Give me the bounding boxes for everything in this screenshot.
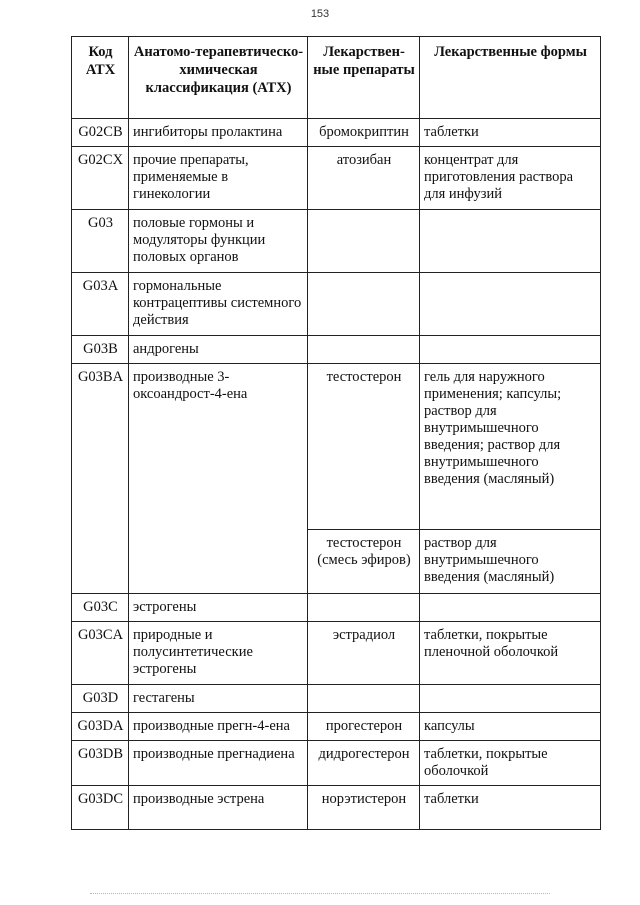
dosage-forms [420,210,601,273]
drug-name: эстрадиол [308,622,420,685]
atx-name: производные эстрена [129,786,308,830]
table-row [72,273,601,336]
dosage-forms [420,685,601,713]
table-row [72,147,601,210]
dosage-forms: гель для наружного применения; капсулы; раствор для внутримышечного введения; раствор для внутримышечного введения (масляный) [420,364,601,530]
atx-name: андрогены [129,336,308,364]
table-row [72,336,601,364]
drug-name: бромокриптин [308,119,420,147]
drug-name: норэтистерон [308,786,420,830]
table-row [72,364,601,530]
drug-name [308,210,420,273]
drug-name [308,685,420,713]
atx-code: G03DB [72,741,129,786]
atx-code: G03DA [72,713,129,741]
table-row [72,685,601,713]
atx-name: ингибиторы пролактина [129,119,308,147]
dosage-forms: таблетки [420,119,601,147]
drug-name: атозибан [308,147,420,210]
dosage-forms: раствор для внутримышечного введения (масляный) [420,530,601,594]
dosage-forms [420,594,601,622]
drug-name: тестостерон [308,364,420,530]
atx-name: природные и полусинтетические эстрогены [129,622,308,685]
atx-name: производные прегн-4-ена [129,713,308,741]
atx-code: G03B [72,336,129,364]
atx-table [71,36,601,830]
page-number: 153 [310,8,330,20]
table-row [72,786,601,830]
atx-code: G02CB [72,119,129,147]
table-row [72,741,601,786]
dosage-forms [420,336,601,364]
atx-code: G03 [72,210,129,273]
table-row [72,594,601,622]
table-row [72,622,601,685]
dosage-forms [420,273,601,336]
drug-name [308,336,420,364]
dosage-forms: таблетки [420,786,601,830]
header-drugs: Лекарствен-ные препараты [308,37,420,119]
header-forms: Лекарственные формы [420,37,601,119]
atx-name: половые гормоны и модуляторы функции половых органов [129,210,308,273]
scan-artifact-divider [90,893,550,897]
atx-name: производные прегнадиена [129,741,308,786]
atx-name: гормональные контрацептивы системного действия [129,273,308,336]
dosage-forms: капсулы [420,713,601,741]
table-row [72,713,601,741]
drug-name: прогестерон [308,713,420,741]
drug-name [308,594,420,622]
drug-name: тестостерон (смесь эфиров) [308,530,420,594]
atx-name: эстрогены [129,594,308,622]
drug-name [308,273,420,336]
header-classification: Анатомо-терапевтическо-химическая классификация (АТХ) [129,37,308,119]
atx-code: G03BA [72,364,129,594]
atx-code: G03D [72,685,129,713]
atx-code: G02CX [72,147,129,210]
atx-code: G03DC [72,786,129,830]
table-row [72,210,601,273]
header-code: Код АТХ [72,37,129,119]
drug-name: дидрогестерон [308,741,420,786]
table-row [72,119,601,147]
atx-name: производные 3-оксоандрост-4-ена [129,364,308,594]
atx-name: прочие препараты, применяемые в гинекологии [129,147,308,210]
dosage-forms: таблетки, покрытые пленочной оболочкой [420,622,601,685]
dosage-forms: таблетки, покрытые оболочкой [420,741,601,786]
table-header-row [72,37,601,119]
atx-code: G03C [72,594,129,622]
atx-code: G03CA [72,622,129,685]
atx-code: G03A [72,273,129,336]
atx-name: гестагены [129,685,308,713]
dosage-forms: концентрат для приготовления раствора для инфузий [420,147,601,210]
